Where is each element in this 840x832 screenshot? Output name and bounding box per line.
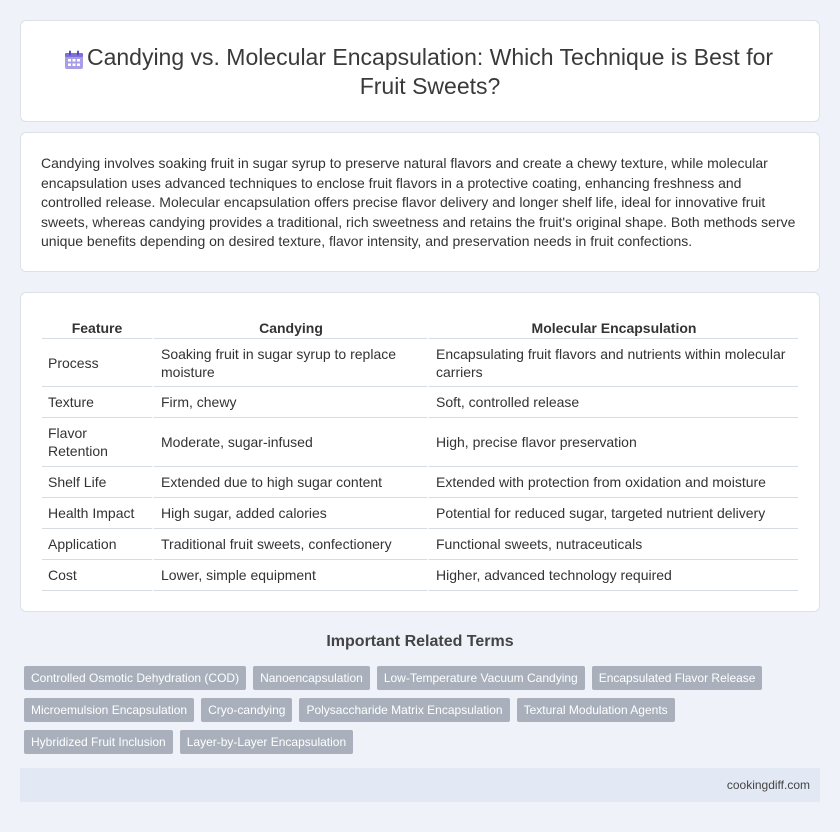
comparison-card [20,292,820,612]
row-molecular: Soft, controlled release [427,387,798,418]
header-candying: Candying [152,314,427,339]
row-molecular: Potential for reduced sugar, targeted nutrient delivery [427,498,798,529]
intro-card [20,132,820,272]
row-candying: Lower, simple equipment [152,560,427,591]
table-row [42,560,798,591]
row-molecular: Higher, advanced technology required [427,560,798,591]
related-terms-heading: Important Related Terms [326,633,514,650]
header-feature: Feature [42,314,152,339]
term-tag[interactable]: Polysaccharide Matrix Encapsulation [299,698,509,722]
footer-site-link[interactable]: cookingdiff.com [726,778,810,792]
row-feature: Application [42,529,152,560]
row-candying: Traditional fruit sweets, confectionery [152,529,427,560]
row-candying: High sugar, added calories [152,498,427,529]
term-tag[interactable]: Low-Temperature Vacuum Candying [377,666,585,690]
term-tag[interactable]: Layer-by-Layer Encapsulation [180,730,353,754]
row-feature: Process [42,339,152,387]
related-terms-list [24,666,824,762]
table-row [42,387,798,418]
page-title: Candying vs. Molecular Encapsulation: Which Technique is Best for Fruit Sweets? [86,44,774,99]
comparison-table [42,314,798,591]
row-candying: Moderate, sugar-infused [152,418,427,467]
term-tag[interactable]: Textural Modulation Agents [517,698,675,722]
row-molecular: Encapsulating fruit flavors and nutrients within molecular carriers [427,339,798,387]
row-feature: Cost [42,560,152,591]
term-tag[interactable]: Nanoencapsulation [253,666,370,690]
table-row [42,498,798,529]
table-row [42,339,798,387]
table-row [42,418,798,467]
table-row [42,529,798,560]
row-feature: Flavor Retention [42,418,152,467]
row-molecular: Functional sweets, nutraceuticals [427,529,798,560]
row-candying: Soaking fruit in sugar syrup to replace moisture [152,339,427,387]
table-header-row [42,314,798,339]
row-feature: Shelf Life [42,467,152,498]
row-molecular: High, precise flavor preservation [427,418,798,467]
term-tag[interactable]: Cryo-candying [201,698,292,722]
footer [20,768,820,802]
table-row [42,467,798,498]
row-candying: Extended due to high sugar content [152,467,427,498]
title-card [20,20,820,122]
term-tag[interactable]: Hybridized Fruit Inclusion [24,730,173,754]
term-tag[interactable]: Microemulsion Encapsulation [24,698,194,722]
term-tag[interactable]: Controlled Osmotic Dehydration (COD) [24,666,246,690]
intro-paragraph: Candying involves soaking fruit in sugar syrup to preserve natural flavors and create a chewy texture, while molecular encapsulation uses advanced techniques to enclose fruit flavors in a protective coating, enhancing freshness and controlled release. Molecular encapsulation offers precise flavor delivery and longer shelf life, ideal for innovative fruit sweets, whereas candying provides a traditional, rich sweetness and retains the fruit's original shape. Both methods serve unique benefits depending on desired texture, flavor intensity, and preservation needs in fruit confections. [41,155,796,250]
term-tag[interactable]: Encapsulated Flavor Release [592,666,763,690]
row-candying: Firm, chewy [152,387,427,418]
row-feature: Health Impact [42,498,152,529]
row-feature: Texture [42,387,152,418]
row-molecular: Extended with protection from oxidation and moisture [427,467,798,498]
header-molecular-encapsulation: Molecular Encapsulation [427,314,798,339]
